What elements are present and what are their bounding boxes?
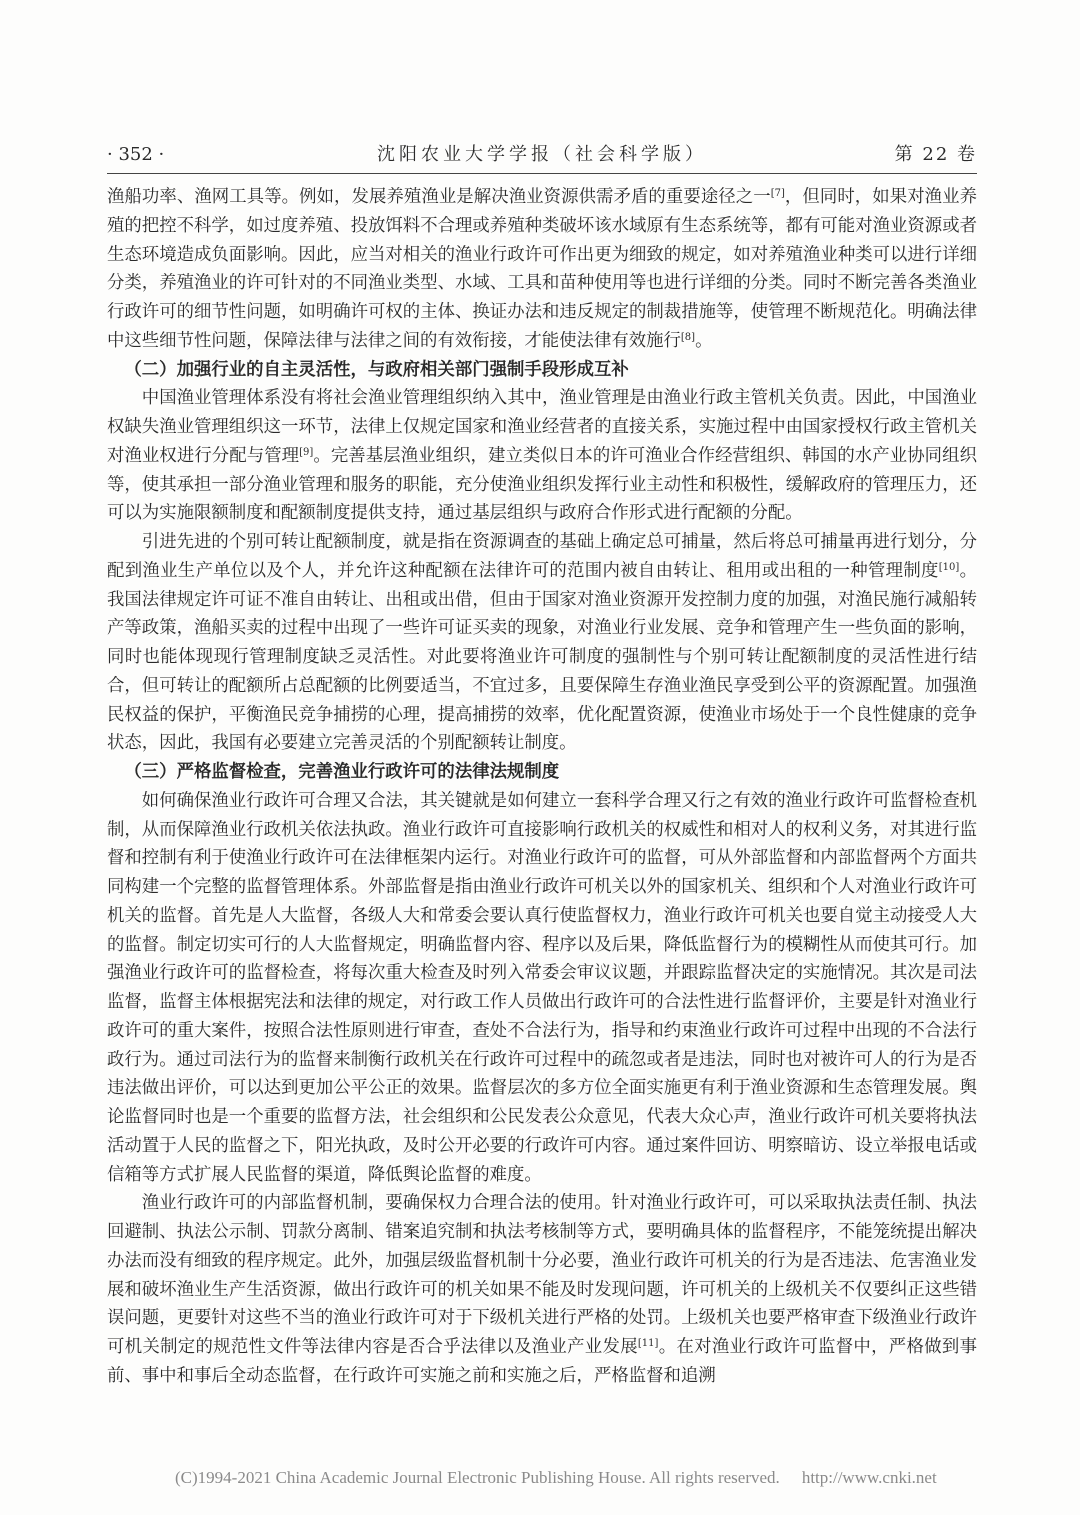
citation-ref[interactable]: [7] xyxy=(770,188,785,199)
text-run: 引进先进的个别可转让配额制度，就是指在资源调查的基础上确定总可捕量，然后将总可捕量再进行划分，分配到渔业生产单位以及个人，并允许这种配额在法律许可的范围内被自由转让、租用或出租的一种管理制度 xyxy=(107,532,977,581)
citation-ref[interactable]: [11] xyxy=(637,1338,659,1349)
paragraph xyxy=(107,183,977,356)
journal-name: 沈阳农业大学学报（社会科学版） xyxy=(377,144,707,165)
text-run: 。 xyxy=(695,330,713,351)
text-run: 中国渔业管理体系没有将社会渔业管理组织纳入其中，渔业管理是由渔业行政主管机关负责。因此，中国渔业权缺失渔业管理组织这一环节，法律上仅规定国家和渔业经营者的直接关系，实施过程中由国家授权行政主管机关对渔业权进行分配与管理 xyxy=(107,388,977,466)
page-number: · 352 · xyxy=(107,144,165,165)
text-run: 如何确保渔业行政许可合理又合法，其关键就是如何建立一套科学合理又行之有效的渔业行政许可监督检查机制，从而保障渔业行政机关依法执政。渔业行政许可直接影响行政机关的权威性和相对人的权利义务，对其进行监督和控制有利于使渔业行政许可在法律框架内运行。对渔业行政许可的监督，可从外部监督和内部监督两个方面共同构建一个完整的监督管理体系。外部监督是指由渔业行政许可机关以外的国家机关、组织和个人对渔业行政许可机关的监督。首先是人大监督，各级人大和常委会要认真行使监督权力，渔业行政许可机关也要自觉主动接受人大的监督。制定切实可行的人大监督规定，明确监督内容、程序以及后果，降低监督行为的模糊性从而使其可行。加强渔业行政许可的监督检查，将每次重大检查及时列入常委会审议议题，并跟踪监督决定的实施情况。其次是司法监督，监督主体根据宪法和法律的规定，对行政工作人员做出行政许可的合法性进行监督评价，主要是针对渔业行政许可的重大案件，按照合法性原则进行审查，查处不合法行为，指导和约束渔业行政许可过程中出现的不合法行政行为。通过司法行为的监督来制衡行政机关在行政许可过程中的疏忽或者是违法，同时也对被许可人的行为是否违法做出评价，可以达到更加公平公正的效果。监督层次的多方位全面实施更有利于渔业资源和生态管理发展。舆论监督同时也是一个重要的监督方法，社会组织和公民发表公众意见，代表大众心声，渔业行政许可机关要将执法活动置于人民的监督之下，阳光执政，及时公开必要的行政许可内容。通过案件回访、明察暗访、设立举报电话或信箱等方式扩展人民监督的渠道，降低舆论监督的难度。 xyxy=(107,790,977,1185)
page-footer xyxy=(175,1466,937,1490)
volume-label: 第 22 卷 xyxy=(894,144,977,165)
paragraph xyxy=(107,1189,977,1390)
citation-ref[interactable]: [9] xyxy=(299,446,314,458)
text-run: ，但同时，如果对渔业养殖的把控不科学，如过度养殖、投放饵料不合理或养殖种类破坏该水域原有生态系统等，都有可能对渔业资源或者生态环境造成负面影响。因此，应当对相关的渔业行政许可作出更为细致的规定，如对养殖渔业种类可以进行详细分类，养殖渔业的许可针对的不同渔业类型、水域、工具和苗种使用等也进行详细的分类。同时不断完善各类渔业行政许可的细节性问题，如明确许可权的主体、换证办法和违反规定的制裁措施等，使管理不断规范化。明确法律中这些细节性问题，保障法律与法律之间的有效衔接，才能使法律有效施行 xyxy=(107,187,977,351)
section-heading xyxy=(107,356,977,385)
text-run: 。在对渔业行政许可监督中，严格做到事前、事中和事后全动态监督，在行政许可实施之前和实施之后，严格监督和追溯 xyxy=(107,1337,977,1386)
text-run: （三）严格监督检查，完善渔业行政许可的法律法规制度 xyxy=(124,762,560,782)
copyright-notice: (C)1994-2021 China Academic Journal Electronic Publishing House. All rights reserved. xyxy=(175,1468,780,1487)
text-run: （二）加强行业的自主灵活性，与政府相关部门强制手段形成互补 xyxy=(124,359,629,380)
article-body xyxy=(107,183,977,1391)
paragraph xyxy=(107,528,977,758)
paragraph xyxy=(107,384,977,528)
text-run: 渔业行政许可的内部监督机制，要确保权力合理合法的使用。针对渔业行政许可，可以采取执法责任制、执法回避制、执法公示制、罚款分离制、错案追究制和执法考核制等方式，要明确具体的监督程序，不能笼统提出解决办法而没有细致的程序规定。此外，加强层级监督机制十分必要，渔业行政许可机关的行为是否违法、危害渔业发展和破坏渔业生产生活资源，做出行政许可的机关如果不能及时发现问题，许可机关的上级机关不仅要纠正这些错误问题，更要针对这些不当的渔业行政许可对于下级机关进行严格的处罚。上级机关也要严格审查下级渔业行政许可机关制定的规范性文件等法律内容是否合乎法律以及渔业产业发展 xyxy=(107,1193,977,1357)
header-rule xyxy=(107,173,977,174)
citation-ref[interactable]: [10] xyxy=(938,561,960,573)
citation-ref[interactable]: [8] xyxy=(680,331,696,343)
text-run: 。完善基层渔业组织，建立类似日本的许可渔业合作经营组织、韩国的水产业协同组织等，使其承担一部分渔业管理和服务的职能，充分使渔业组织发挥行业主动性和积极性，缓解政府的管理压力，还可以为实施限额制度和配额制度提供支持，通过基层组织与政府合作形式进行配额的分配。 xyxy=(107,445,977,524)
section-heading xyxy=(107,758,977,787)
paragraph xyxy=(107,787,977,1190)
running-header xyxy=(107,140,977,170)
cnki-link[interactable]: http://www.cnki.net xyxy=(801,1468,937,1487)
text-run: 渔船功率、渔网工具等。例如，发展养殖渔业是解决渔业资源供需矛盾的重要途径之一 xyxy=(107,187,771,207)
text-run: 。我国法律规定许可证不准自由转让、出租或出借，但由于国家对渔业资源开发控制力度的加强，对渔民施行减船转产等政策，渔船买卖的过程中出现了一些许可证买卖的现象，对渔业行业发展、竞争和管理产生一些负面的影响，同时也能体现现行管理制度缺乏灵活性。对此要将渔业许可制度的强制性与个别可转让配额制度的灵活性进行结合，但可转让的配额所占总配额的比例要适当，不宜过多，且要保障生存渔业渔民享受到公平的资源配置。加强渔民权益的保护，平衡渔民竞争捕捞的心理，提高捕捞的效率，优化配置资源，使渔业市场处于一个良性健康的竞争状态，因此，我国有必要建立完善灵活的个别配额转让制度。 xyxy=(107,560,977,754)
